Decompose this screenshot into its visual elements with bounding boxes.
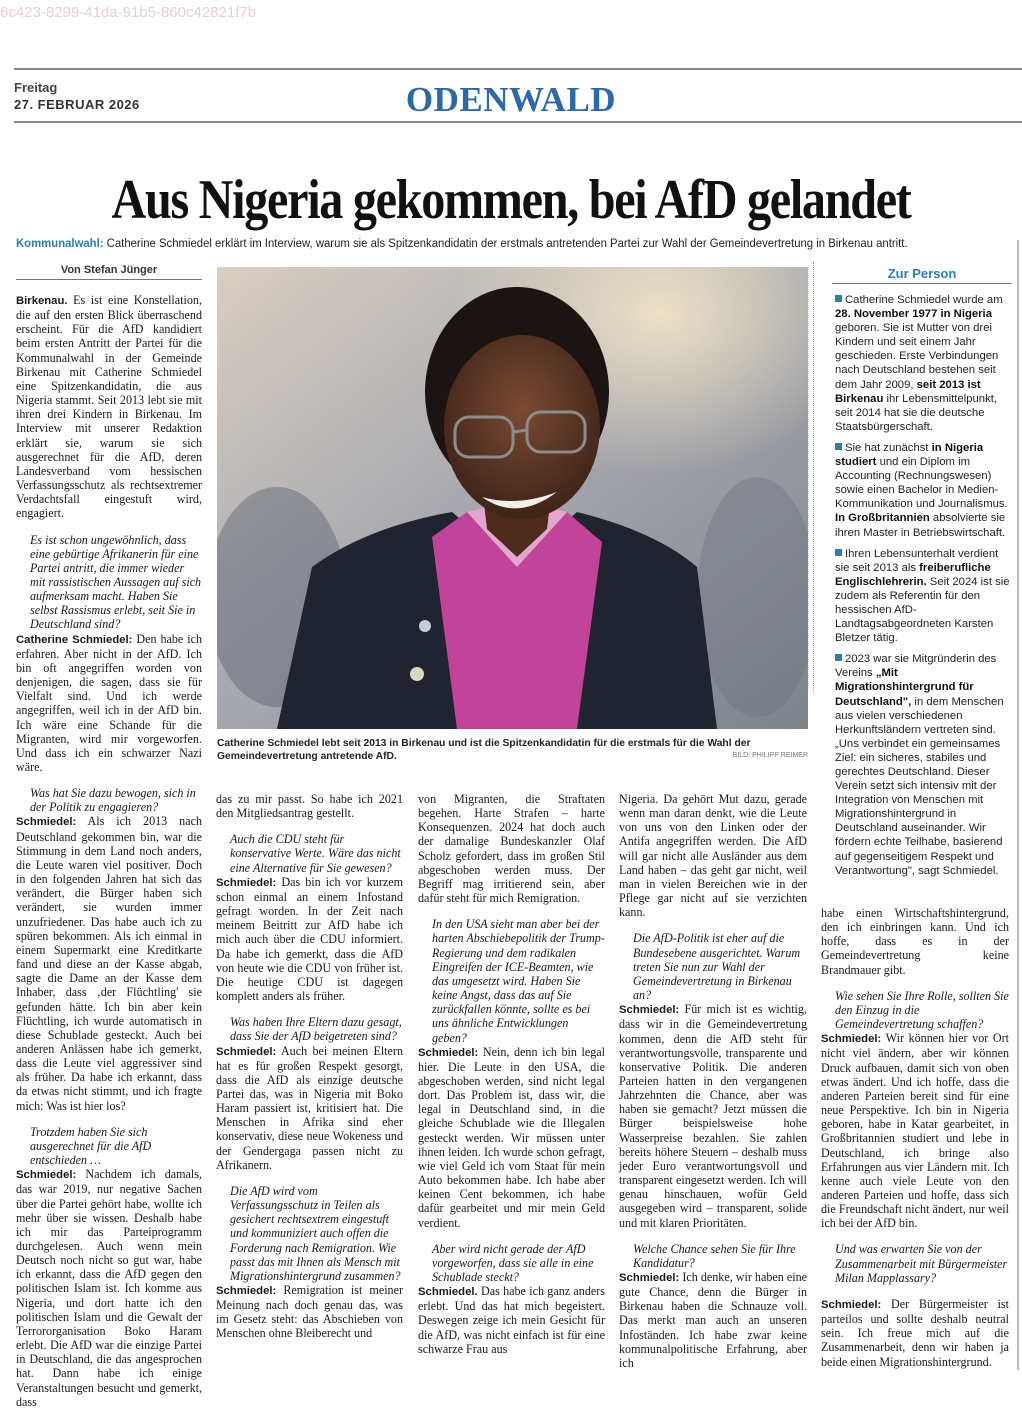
continued-text: habe einen Wirtschaftshintergrund, den ich einbringen kann. Und ich hoffe, dass es in der Gemeindevertretung keine Brandmauer gibt. — [821, 906, 1009, 977]
interview-question: In den USA sieht man aber bei der harten Abschiebepolitik der Trump-Regierung und dem radikalen Eingreifen der ICE-Beamten, wie das umgesetzt wird. Haben Sie keine Angst, dass das auf Sie zurückfallen könnte, sollte es bei uns ähnliche Entwicklungen geben? — [432, 917, 605, 1045]
speaker-label: Schmiedel: — [821, 1033, 882, 1046]
speaker-label: Schmiedel: — [16, 816, 77, 829]
interview-question: Was haben Ihre Eltern dazu gesagt, dass Sie der AfD beigetreten sind? — [230, 1015, 402, 1044]
answer-text: Das habe ich ganz anders erlebt. Und das hat mich begeistert. Deswegen zeige ich mein Gesicht für die AfD, was nicht einfach ist für eine schwarze Frau aus — [418, 1284, 605, 1356]
speaker-label: Schmiedel: — [216, 1285, 277, 1297]
interview-question: Was hat Sie dazu bewogen, sich in der Politik zu engagieren? — [30, 786, 196, 815]
article-column-3 — [418, 792, 605, 1356]
item-text: Catherine Schmiedel wurde am — [845, 294, 1003, 306]
intro-text: Es ist eine Konstellation, die auf den ersten Blick überraschend erscheint. Für die AfD kandidiert beim ersten Antritt der Partei für die Kommunalwahl in der Gemeinde Birkenau mit Catherine Schmiedel eine Spitzenkandidatin, die aus Nigeria stammt. Seit 2013 lebt sie mit ihren drei Kindern in Birkenau. Im Interview mit unserer Redaktion erklärt sie, warum sie sich ausgerechnet für die AfD, deren Landesverband vom hessischen Verfassungsschutz als rechtsextremer Verdachtsfall eingestuft wird, engagiert. — [16, 293, 202, 521]
item-bold: „Mit Migrationshintergrund für Deutschland", — [835, 667, 974, 708]
item-text: Sie hat zunächst — [845, 441, 932, 454]
interview-question: Die AfD wird vom Verfassungsschutz in Teilen als gesichert rechtsextrem eingestuft und kommuniziert auch offen die Forderung nach Remigration. Wie passt das mit Ihnen als Mensch mit Migrationshintergrund zusammen? — [230, 1183, 401, 1283]
item-bold: seit 2013 ist Birkenau — [835, 378, 981, 405]
portrait-photo — [217, 267, 808, 729]
interview-question: Es ist schon ungewöhnlich, dass eine gebürtige Afrikanerin für eine Partei antritt, die immer wieder mit rassistischen Aussagen auf sich aufmerksam macht. Haben Sie selbst Rassismus erlebt, seit Sie in Deutschland sind? — [30, 532, 202, 632]
sidebar-divider — [813, 262, 814, 692]
continued-text: Nigeria. Da gehört Mut dazu, gerade wenn man daran denkt, wie die Leute von uns von den Linken oder der Antifa angegriffen werden. Die AfD will gar nicht alle Ausländer aus dem Land haben – das geht gar nicht, weil man in vielen Bereichen wie in der Pflege gar nicht auf sie verzichten kann. — [619, 792, 807, 920]
item-text: geboren. Sie ist Mutter von drei Kindern und seit einem Jahr geschieden. Erste Verbindungen nach Deutschland bestehen seit dem Jahr 2009, — [835, 322, 999, 391]
interview-answer — [821, 1297, 1009, 1369]
answer-text: Für mich ist es wichtig, dass wir in die Gemeindevertretung kommen, denn die AfD steht für verantwortungsvolle, transparente und konservative Politik. Die anderen Parteien hatten in den vergangenen Jahrzehnten die Chance, aber was haben sie gemacht? Jetzt müssen die Bürger beispielsweise hohe Wasserpreise bezahlen. Sie zahlen bereits höhere Steuern – deshalb muss jeder Euro verantwortungsvoll und transparent eingesetzt werden. Ich will genau hinschauen, wofür Geld ausgegeben wird – transparent, solide und mit klaren Prioritäten. — [619, 1002, 807, 1230]
zur-person-item — [835, 652, 1012, 878]
item-bold: In Großbritannien — [835, 512, 930, 525]
item-bold: 28. November 1977 in Nigeria — [835, 308, 992, 321]
interview-question: Welche Chance sehen Sie für Ihre Kandidatur? — [633, 1241, 796, 1270]
interview-answer — [16, 1167, 202, 1409]
answer-text: Das bin ich vor kurzem schon einmal an einem Infostand gefragt worden. In der Zeit nach meinem Beitritt zur AfD habe ich mich auch über die CDU informiert. Da habe ich gemerkt, dass die AfD von heute wie die CDU von früher ist. Die heutige CDU ist dagegen komplett anders als früher. — [216, 874, 403, 1004]
answer-text: Nein, denn ich bin legal hier. Die Leute in den USA, die abgeschoben werden, sind nicht legal dort. Das Problem ist, dass wir, die legal in Deutschland sind, in die gleiche Schublade wie die Illegalen gesteckt werden. Wir müssen unter ihnen leiden. Ich wurde schon gefragt, wie viel Geld ich vom Staat für mein Auto bekommen habe. Ich habe aber keinen Cent bekommen, ich habe dafür gearbeitet und mir mein Geld verdient. — [418, 1044, 605, 1230]
item-text: ihr Lebensmittelpunkt, seit 2014 hat sie die deutsche Staatsbürgerschaft. — [835, 392, 998, 433]
bullet-square-icon — [835, 549, 842, 556]
section-name: ODENWALD — [405, 80, 617, 119]
article-subheadline — [16, 236, 952, 250]
header-top-rule — [14, 68, 1022, 70]
answer-text: Ich denke, wir haben eine gute Chance, denn die Bürger in Birkenau haben die Schnauze voll. Das merkt man auch an unseren Infoständen. Ich habe zwar keine kommunalpolitische Erfahrung, aber ich — [619, 1270, 807, 1370]
interview-answer — [16, 814, 202, 1112]
speaker-label: Catherine Schmiedel: — [16, 633, 133, 646]
speaker-label: Schmiedel: — [216, 876, 277, 889]
item-bold: freiberufliche Englischlehrerin. — [835, 561, 991, 588]
interview-question: Auch die CDU steht für konservative Werte. Wäre das nicht eine Alternative für Sie gewesen? — [230, 832, 401, 875]
header-date: 27. FEBRUAR 2026 — [14, 97, 140, 112]
interview-answer — [418, 1045, 605, 1230]
zur-person-item — [835, 547, 1012, 646]
interview-answer — [16, 632, 202, 775]
interview-answer — [619, 1002, 807, 1230]
speaker-label: Schmiedel: — [619, 1004, 680, 1017]
interview-question: Die AfD-Politik ist eher auf die Bundesebene ausgerichtet. Warum treten Sie nun zur Wahl der Gemeindevertretung in Birkenau an? — [633, 931, 801, 1003]
subheadline-text: Catherine Schmiedel erklärt im Interview, warum sie als Spitzenkandidatin der erstmals antretenden Partei zur Wahl der Gemeindevertretung in Birkenau antritt. — [103, 236, 908, 250]
header-day: Freitag — [14, 80, 58, 95]
interview-question: Aber wird nicht gerade der AfD vorgeworfen, dass sie alle in eine Schublade steckt? — [432, 1241, 594, 1284]
interview-question: Trotzdem haben Sie sich ausgerechnet für die AfD entschieden … — [30, 1124, 152, 1168]
item-text: Seit 2024 ist sie zudem als Referentin für den hessischen AfD-Landtagsabgeordneten Karsten Bletzer tätig. — [835, 575, 1010, 645]
answer-text: Auch bei meinen Eltern hat es für großen Respekt gesorgt, dass die AfD als einzige deutsche Partei das, was in Nigeria mit Boko Haram passiert ist, kritisiert hat. Die Menschen in Afrika sind eher konservativ, diese neue Wokeness und der Gendergaga passen nicht zu Afrikanern. — [216, 1043, 403, 1172]
bullet-square-icon — [835, 295, 842, 302]
answer-text: Der Bürgermeister ist parteilos und sollte deshalb neutral sein. Ich freue mich auf die Zusammenarbeit, denn wir haben ja beide einen Migrationshintergrund. — [821, 1296, 1009, 1369]
watermark-id: 6c423-8299-41da-91b5-860c42821f7b — [0, 4, 257, 21]
interview-question: Wie sehen Sie Ihre Rolle, sollten Sie den Einzug in die Gemeindevertretung schaffen? — [835, 988, 1009, 1032]
answer-text: Als ich 2013 nach Deutschland gekommen bin, war die Stimmung in dem Land noch anders, die Leute waren viel positiver. Doch in den folgenden Jahren hat sich das verändert, die Bürger haben sich verändert, sie wurden immer unzufriedener. Das habe auch ich zu spüren bekommen. Als ich einmal in einem Supermarkt eine Kreditkarte fand und diese an der Kasse abgab, sagte die Dame an der Kasse dem Inhaber, dass ‚der Flüchtling' sie gefunden hätte. Ich bin aber kein Flüchtling, ich wurde automatisch in diese Schublade gesteckt. Auch bei anderen Anlässen habe ich gemerkt, dass die Leute viel aggressiver sind als früher. Da habe ich erkannt, dass da etwas nicht stimmt, und ich fragte mich: Was ist hier los? — [16, 814, 202, 1113]
speaker-label: Schmiedel: — [821, 1298, 882, 1311]
article-headline: Aus Nigeria gekommen, bei AfD gelandet — [111, 169, 911, 231]
item-text: absolvierte sie ihren Master in Betriebswirtschaft. — [835, 512, 1006, 539]
item-bold: in Nigeria studiert — [835, 441, 984, 469]
answer-text: Remigration ist meiner Meinung nach doch genau das, was im Gesetz steht: das Abschieben von Menschen ohne Bleiberecht und — [216, 1283, 403, 1341]
photo-caption: Catherine Schmiedel lebt seit 2013 in Birkenau und ist die Spitzenkandidatin für die erstmals für die Wahl der Gemeindevertretung antretende AfD. — [217, 738, 751, 762]
answer-text: Den habe ich erfahren. Aber nicht in der AfD. Ich bin oft angegriffen worden von denjenigen, die sagen, dass sie für Vielfalt sind. Und ich werde angegriffen, weil ich in der AfD bin. Ich wäre eine Schande für die Migranten, wird mir vorgeworfen. Und dass ich ein schwarzer Nazi wäre. — [16, 631, 203, 774]
speaker-label: Schmiedel: — [418, 1046, 479, 1059]
bullet-square-icon — [835, 654, 842, 661]
interview-answer — [216, 875, 403, 1003]
header-bottom-rule — [14, 121, 1022, 123]
item-text: Ihren Lebensunterhalt verdient sie seit 2013 als — [835, 547, 999, 574]
item-text: 2023 war sie Mitgründerin des Vereins — [835, 653, 997, 680]
answer-text: Nachdem ich damals, das war 2019, nur negative Sachen über die Partei gehört habe, wollte ich mehr über sie wissen. Deshalb habe ich mir das Parteiprogramm durchgelesen. Auch wenn mein Deutsch noch nicht so gut war, habe ich erkannt, dass die AfD gegen den politischen Islam ist. Ich komme aus Nigeria, und dort hatte ich den politischen Islam und die Gewalt der Terrororganisation Boko Haram erlebt. Die AfD war die einzige Partei in Deutschland, die das angesprochen hat. Dann habe ich einige Veranstaltungen besucht und gemerkt, dass — [16, 1167, 202, 1409]
interview-answer — [619, 1270, 807, 1370]
answer-text: Wir können hier vor Ort nicht viel ändern, aber wir können Druck aufbauen, damit sich von oben etwas ändert. Und ich hoffe, dass die anderen Parteien bereit sind für eine neue Perspektive. Ich bin in Nigeria geboren, habe in Katar gearbeitet, in Großbritannien studiert und lebe in Deutschland, ich bringe also Erfahrungen aus vier Ländern mit. Ich kenne auch viele Leute von den anderen Parteien und hoffe, dass sich die Freundschaft nicht ändert, nur weil ich bei der AfD bin. — [821, 1031, 1009, 1231]
continued-text: von Migranten, die Straftaten begehen. Harte Strafen – harte Konsequenzen. 2024 hat doch auch der damalige Bundeskanzler Olaf Scholz gefordert, dass im großen Stil abgeschoben werden muss. Der Begriff mag irritierend sein, aber dafür steht für mich Remigration. — [418, 792, 605, 906]
photo-credit: BILD: PHILIPP REIMER — [732, 752, 808, 759]
speaker-label: Schmiedel: — [16, 1169, 77, 1182]
interview-answer — [216, 1283, 403, 1341]
section-masthead — [0, 80, 1022, 120]
speaker-label: Schmiedel. — [418, 1286, 478, 1299]
dateline: Birkenau. — [16, 295, 68, 307]
speaker-label: Schmiedel: — [216, 1045, 277, 1058]
kicker: Kommunalwahl: — [16, 236, 104, 250]
article-column-4 — [619, 792, 807, 1370]
item-text: und ein Diplom im Accounting (Rechnungswesen) sowie einen Bachelor in Medien-Kommunikation und Journalismus. — [835, 456, 1008, 511]
zur-person-title: Zur Person — [832, 266, 1012, 284]
article-column-5 — [821, 906, 1009, 1369]
zur-person-item — [835, 441, 1012, 540]
zur-person-item — [835, 293, 1012, 434]
interview-question: Und was erwarten Sie von der Zusammenarbeit mit Bürgermeister Milan Mapplassary? — [835, 1242, 1008, 1285]
speaker-label: Schmiedel: — [619, 1272, 680, 1284]
continued-text: das zu mir passt. So habe ich 2021 den Mitgliedsantrag gestellt. — [216, 792, 403, 821]
article-column-1 — [16, 293, 202, 1409]
interview-answer — [216, 1044, 403, 1172]
interview-answer — [418, 1284, 605, 1356]
interview-answer — [821, 1031, 1009, 1230]
item-text: in dem Menschen aus vielen verschiedenen Herkunftsländern vertreten sind. „Uns verbindet ein gemeinsames Ziel: ein sicheres, stabiles und gerechtes Deutschland. Dieser Verein setzt sich intensiv mit der Integration von Menschen mit Migrationshintergrund in Deutschland auseinander. Wir fördern echte Teilhabe, basierend auf gegenseitigem Respekt und Verantwortung", sagt Schmiedel. — [835, 695, 1004, 877]
page-edge-rule — [1017, 240, 1019, 1370]
portrait-photo-image — [217, 267, 808, 729]
zur-person-box — [835, 293, 1012, 885]
article-column-2 — [216, 792, 403, 1341]
byline: Von Stefan Jünger — [16, 264, 202, 280]
bullet-square-icon — [835, 443, 842, 450]
